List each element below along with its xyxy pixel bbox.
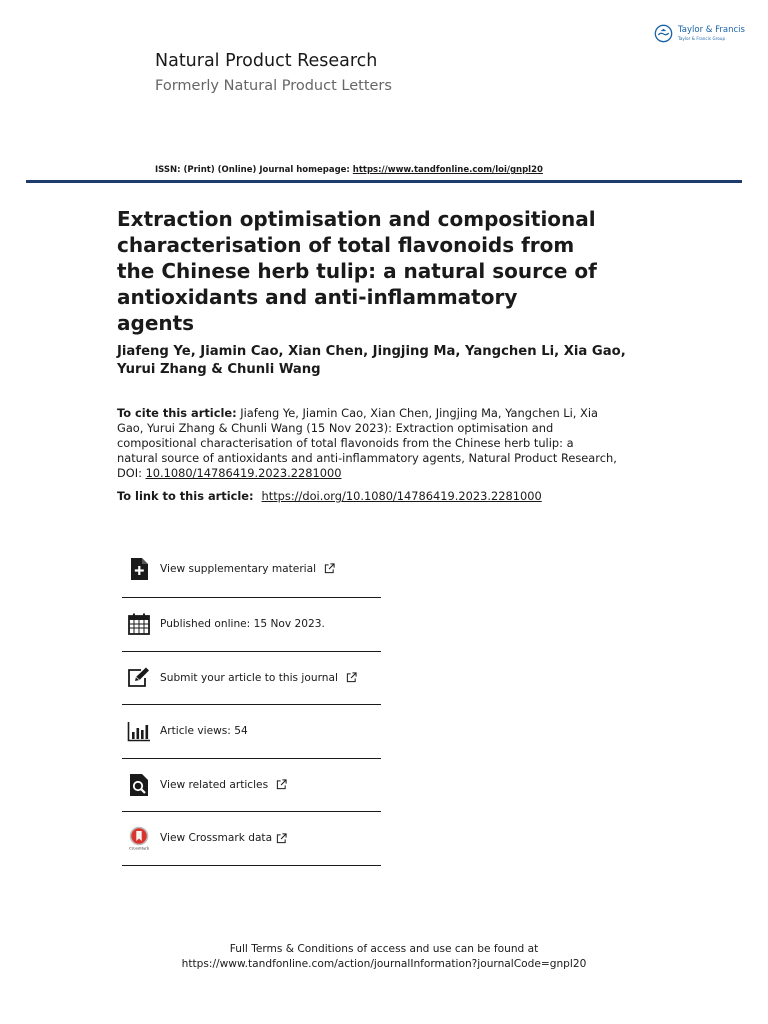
submit-article-label: Submit your article to this journal xyxy=(160,671,338,684)
article-authors: Jiafeng Ye, Jiamin Cao, Xian Chen, Jingjing Ma, Yangchen Li, Xia Gao, Yurui Zhang & Chunli Wang xyxy=(117,344,626,377)
cite-doi-link[interactable]: 10.1080/14786419.2023.2281000 xyxy=(145,466,342,480)
article-views-row xyxy=(122,705,381,759)
edit-icon xyxy=(127,666,151,690)
journal-subtitle: Formerly Natural Product Letters xyxy=(155,78,392,94)
supplementary-material-row[interactable] xyxy=(122,540,381,598)
publisher-name: Taylor & Francis xyxy=(678,25,745,35)
external-link-icon xyxy=(276,779,287,790)
article-title: Extraction optimisation and compositional characterisation of total flavonoids from the Chinese herb tulip: a natural source of antioxidants and anti-inflammatory agents xyxy=(117,207,597,335)
supplementary-material-label: View supplementary material xyxy=(160,562,317,575)
submit-article-row[interactable] xyxy=(122,652,381,706)
issn-label: ISSN: (Print) (Online) Journal homepage: xyxy=(155,165,353,175)
external-link-icon xyxy=(346,672,357,683)
header-divider xyxy=(26,180,742,183)
taylor-francis-logo-icon xyxy=(654,24,673,43)
related-articles-row[interactable] xyxy=(122,759,381,813)
cite-text: Jiafeng Ye, Jiamin Cao, Xian Chen, Jingjing Ma, Yangchen Li, Xia Gao, Yurui Zhang & Chunli Wang (15 Nov 2023): Extraction optimisation and compositional characterisation of total flavonoids from the Chinese herb tulip: a natural source of antioxidants and anti-inflammatory agents, Natural Product Research, DOI: xyxy=(117,406,617,480)
published-online-row xyxy=(122,598,381,652)
external-link-icon xyxy=(276,833,287,844)
issn-line xyxy=(155,165,543,175)
calendar-icon xyxy=(127,612,151,636)
crossmark-label: View Crossmark data xyxy=(160,832,273,845)
related-search-icon xyxy=(127,773,151,797)
publisher-tagline: Taylor & Francis Group xyxy=(678,36,726,41)
article-doi-link[interactable]: https://doi.org/10.1080/14786419.2023.2281000 xyxy=(261,489,542,503)
terms-footer xyxy=(0,942,768,972)
cite-label: To cite this article: xyxy=(117,406,237,420)
crossmark-row[interactable] xyxy=(122,812,381,866)
publisher-logo[interactable] xyxy=(654,22,754,48)
citation-block xyxy=(117,406,617,481)
link-label: To link to this article: xyxy=(117,489,258,503)
crossmark-icon xyxy=(127,826,151,850)
journal-homepage-link[interactable]: https://www.tandfonline.com/loi/gnpl20 xyxy=(352,165,543,175)
supplementary-file-icon xyxy=(127,557,151,581)
article-link-line xyxy=(117,489,637,504)
article-info-list xyxy=(122,540,381,866)
article-views-label: Article views: 54 xyxy=(160,725,248,738)
journal-title: Natural Product Research xyxy=(155,51,378,71)
terms-line: Full Terms & Conditions of access and use can be found at xyxy=(229,943,539,955)
crossmark-caption: CrossMark xyxy=(128,846,150,851)
bar-chart-icon xyxy=(127,719,151,743)
terms-url-link[interactable]: https://www.tandfonline.com/action/journalInformation?journalCode=gnpl20 xyxy=(181,958,587,970)
external-link-icon xyxy=(324,563,335,574)
related-articles-label: View related articles xyxy=(160,778,269,791)
published-online-label: Published online: 15 Nov 2023. xyxy=(160,618,325,631)
